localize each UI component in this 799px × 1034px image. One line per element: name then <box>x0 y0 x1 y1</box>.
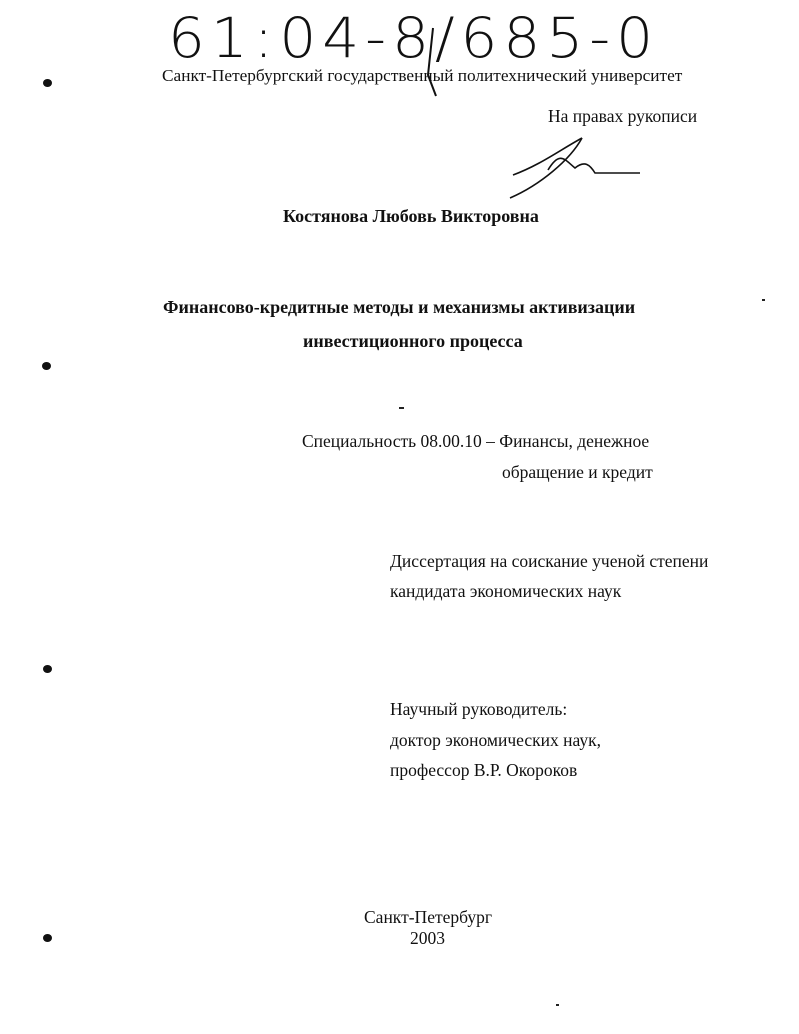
supervisor-degree: доктор экономических наук, <box>390 730 601 750</box>
scan-punch-mark <box>42 362 51 370</box>
specialty-line-1: Специальность 08.00.10 – Финансы, денежное <box>302 431 650 451</box>
supervisor-label: Научный руководитель: <box>390 699 568 719</box>
signature <box>510 138 640 198</box>
manuscript-note: На правах рукописи <box>548 106 698 126</box>
city: Санкт-Петербург <box>364 907 493 927</box>
scan-speck <box>762 299 765 301</box>
specialty-line-2: обращение и кредит <box>502 462 653 482</box>
year: 2003 <box>410 928 445 948</box>
scan-speck <box>556 1004 559 1006</box>
title-line-2: инвестиционного процесса <box>303 331 523 351</box>
author-name: Костянова Любовь Викторовна <box>283 206 539 226</box>
university-name: Санкт-Петербургский государственный политехнический университет <box>162 66 683 85</box>
handwritten-catalog-number: 61:04-8/685-0 <box>168 5 660 71</box>
scan-speck <box>399 407 404 409</box>
supervisor-name: профессор В.Р. Окороков <box>390 760 578 780</box>
title-line-1: Финансово-кредитные методы и механизмы активизации <box>163 297 636 317</box>
scan-punch-mark <box>43 79 52 87</box>
scan-punch-mark <box>43 665 52 673</box>
degree-line-2: кандидата экономических наук <box>390 581 622 601</box>
scan-punch-mark <box>43 934 52 942</box>
degree-line-1: Диссертация на соискание ученой степени <box>390 551 709 571</box>
